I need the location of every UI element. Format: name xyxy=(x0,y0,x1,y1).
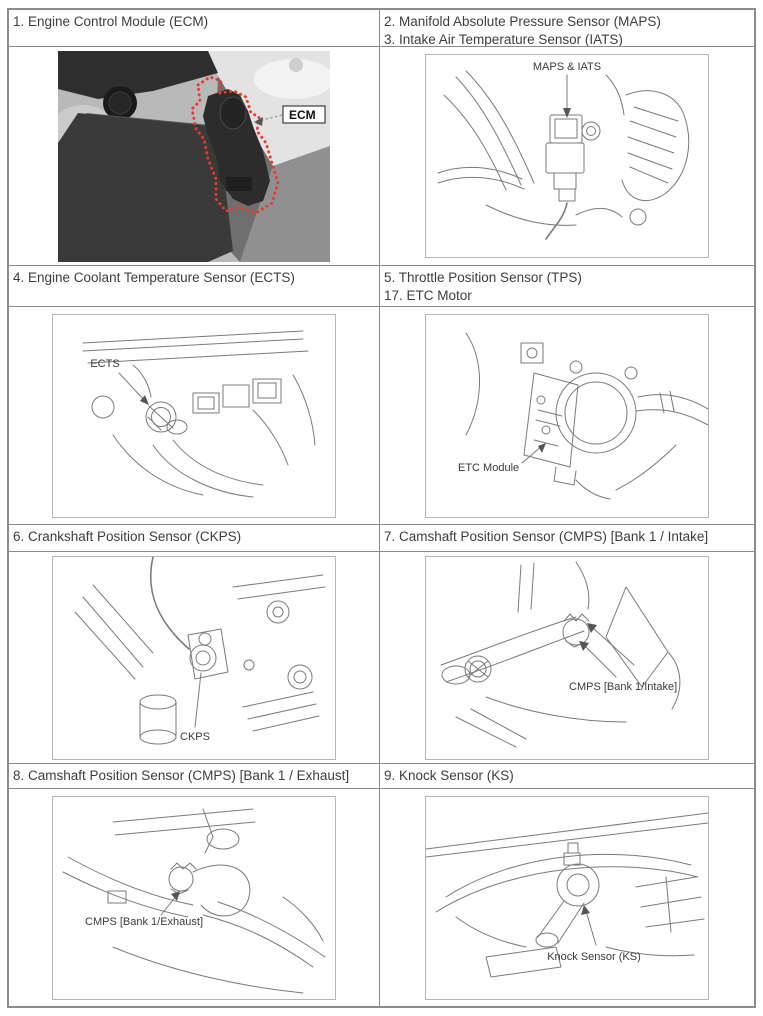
ckps-drawing xyxy=(52,556,336,760)
header-line: 4. Engine Coolant Temperature Sensor (ECTS) xyxy=(13,270,295,285)
header-cell-cmps-intake xyxy=(380,525,754,552)
cmps-exhaust-drawing xyxy=(52,796,336,1000)
header-line: 2. Manifold Absolute Pressure Sensor (MAPS) xyxy=(384,14,661,29)
header-line: 1. Engine Control Module (ECM) xyxy=(13,14,209,29)
knock-sensor-callout-label: Knock Sensor (KS) xyxy=(547,950,641,963)
ckps-callout-label: CKPS xyxy=(180,730,210,743)
cmps-exhaust-callout-label: CMPS [Bank 1/Exhaust] xyxy=(85,915,203,928)
etc-module-drawing xyxy=(425,314,709,518)
header-line: 6. Crankshaft Position Sensor (CKPS) xyxy=(13,529,242,544)
header-cell-tps-etc xyxy=(380,266,754,307)
figure-cell-maps-iats xyxy=(380,47,754,266)
figure-cell-cmps-intake xyxy=(380,552,754,764)
figure-cell-cmps-exhaust xyxy=(9,789,380,1006)
maps-iats-drawing xyxy=(425,54,709,258)
ects-drawing xyxy=(52,314,336,518)
header-cell-ecm xyxy=(9,10,380,47)
header-cell-cmps-exhaust xyxy=(9,764,380,789)
cmps-intake-drawing xyxy=(425,556,709,760)
header-cell-ects xyxy=(9,266,380,307)
header-line: 9. Knock Sensor (KS) xyxy=(384,768,514,783)
component-location-table xyxy=(7,8,756,1008)
etc-module-callout-label: ETC Module xyxy=(458,461,520,474)
cmps-intake-callout-label: CMPS [Bank 1/Intake] xyxy=(569,680,678,693)
maps-iats-callout-label: MAPS & IATS xyxy=(532,61,602,73)
header-line: 17. ETC Motor xyxy=(384,288,472,303)
figure-cell-knock-sensor xyxy=(380,789,754,1006)
header-cell-knock-sensor xyxy=(380,764,754,789)
figure-cell-ects xyxy=(9,307,380,525)
header-line: 7. Camshaft Position Sensor (CMPS) [Bank 1 / Intake] xyxy=(384,529,709,544)
figure-cell-ecm xyxy=(9,47,380,266)
ects-callout-label: ECTS xyxy=(90,357,120,370)
figure-cell-ckps xyxy=(9,552,380,764)
header-cell-maps-iats xyxy=(380,10,754,47)
knock-sensor-drawing xyxy=(425,796,709,1000)
header-line: 5. Throttle Position Sensor (TPS) xyxy=(384,270,582,285)
header-line: 3. Intake Air Temperature Sensor (IATS) xyxy=(384,32,623,47)
figure-cell-etc-module xyxy=(380,307,754,525)
ecm-callout-label: ECM xyxy=(289,107,316,122)
header-line: 8. Camshaft Position Sensor (CMPS) [Bank 1 / Exhaust] xyxy=(13,768,350,783)
ecm-photo xyxy=(58,51,330,262)
header-cell-ckps xyxy=(9,525,380,552)
